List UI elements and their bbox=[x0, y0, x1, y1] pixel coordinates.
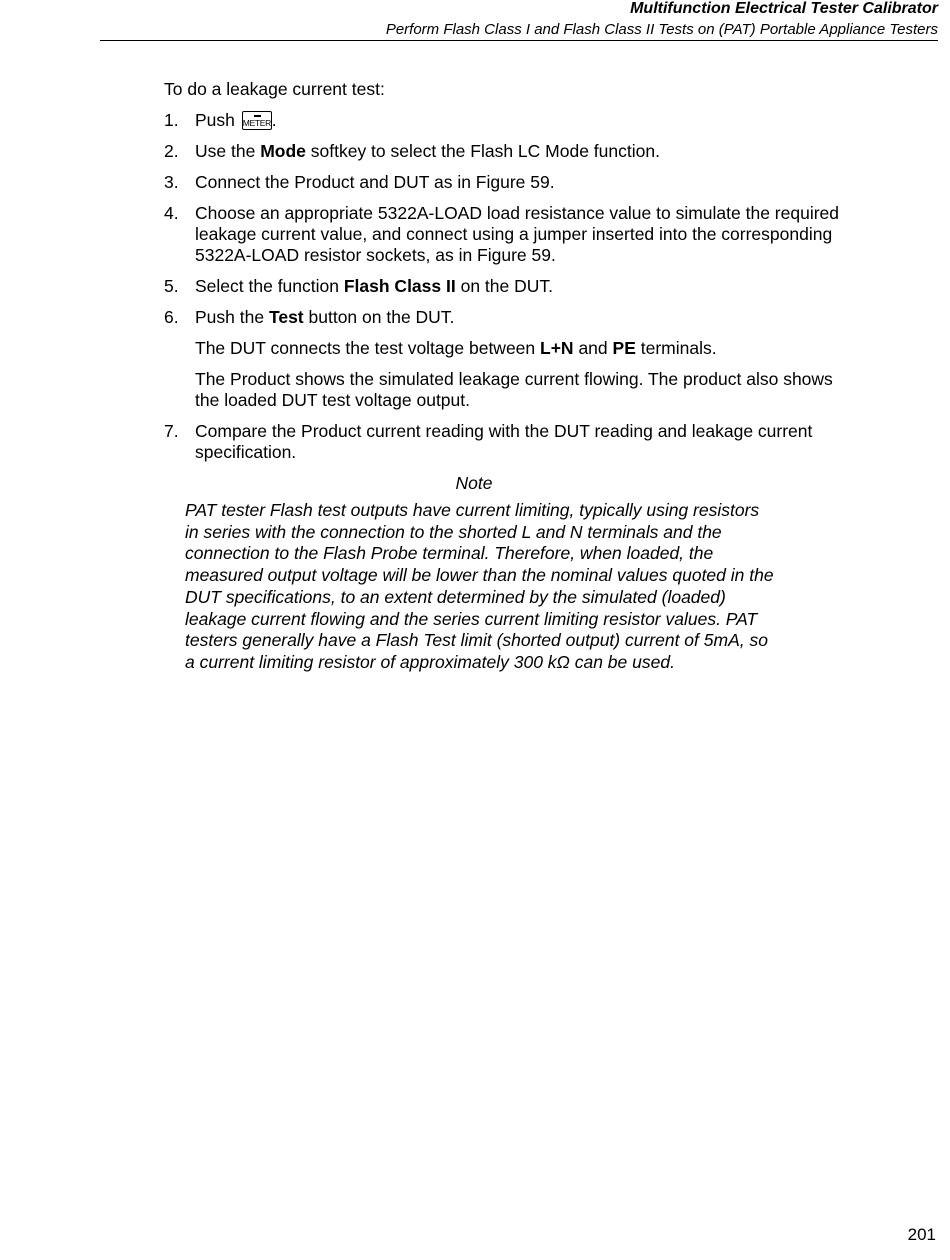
header-rule bbox=[100, 40, 938, 41]
step-number: 2. bbox=[164, 141, 179, 161]
ln-terminal-label: L+N bbox=[540, 338, 574, 358]
pe-terminal-label: PE bbox=[612, 338, 636, 358]
step-7 bbox=[164, 421, 844, 463]
step-text-end: softkey to select the Flash LC Mode function. bbox=[305, 141, 660, 161]
step-text: Connect the Product and DUT as in Figure 59. bbox=[195, 172, 555, 192]
step-6-detail-1 bbox=[164, 338, 844, 359]
header-subtitle: Perform Flash Class I and Flash Class II Tests on (PAT) Portable Appliance Testers bbox=[385, 21, 938, 38]
test-button-label: Test bbox=[268, 307, 304, 327]
key-bar bbox=[254, 115, 261, 117]
step-number: 3. bbox=[164, 172, 179, 192]
step-number: 7. bbox=[164, 421, 179, 441]
step-text: Use the bbox=[195, 141, 261, 161]
para-text-mid: and bbox=[573, 338, 613, 358]
mode-softkey-label: Mode bbox=[260, 141, 306, 161]
intro-text: To do a leakage current test: bbox=[164, 79, 385, 99]
step-6-detail-2: The Product shows the simulated leakage current flowing. The product also shows the loaded DUT test voltage output. bbox=[195, 369, 833, 410]
step-text-end: button on the DUT. bbox=[303, 307, 455, 327]
note-body: PAT tester Flash test outputs have current limiting, typically using resistors in series with the connection to the shorted L and N terminals and the connection to the Flash Probe terminal. Therefore, when loaded, the measured output voltage will be lower than the nominal values quoted in the DUT specifications, to an extent determined by the simulated (loaded) leakage current flowing and the series current limiting resistor values. PAT testers generally have a Flash Test limit (shorted output) current of 5mA, so a current limiting resistor of approximately 300 kΩ can be used. bbox=[185, 500, 774, 672]
header-title: Multifunction Electrical Tester Calibrator bbox=[630, 0, 938, 17]
step-text: Compare the Product current reading with the DUT reading and leakage current specification. bbox=[195, 421, 813, 462]
step-2 bbox=[164, 141, 844, 162]
flash-class-ii-label: Flash Class II bbox=[343, 276, 456, 296]
step-text-end: on the DUT. bbox=[455, 276, 553, 296]
para-text-end: terminals. bbox=[635, 338, 717, 358]
step-text: Push the bbox=[195, 307, 269, 327]
step-text-end: . bbox=[271, 110, 277, 130]
step-text: Push bbox=[195, 110, 240, 130]
page-content bbox=[164, 79, 844, 674]
step-number: 1. bbox=[164, 110, 179, 130]
step-text: Choose an appropriate 5322A-LOAD load resistance value to simulate the required leakage current value, and connect using a jumper inserted into the corresponding 5322A-LOAD resistor sockets, as in Figure 59. bbox=[195, 203, 839, 265]
step-number: 4. bbox=[164, 203, 179, 223]
para-text: The DUT connects the test voltage between bbox=[195, 338, 541, 358]
meter-key-icon bbox=[242, 111, 272, 130]
step-1 bbox=[164, 110, 844, 131]
page-number: 201 bbox=[907, 1225, 936, 1244]
step-number: 6. bbox=[164, 307, 179, 327]
step-4 bbox=[164, 203, 844, 266]
step-3 bbox=[164, 172, 844, 193]
step-6 bbox=[164, 307, 844, 328]
step-5 bbox=[164, 276, 844, 297]
meter-key-label: METER bbox=[242, 118, 272, 128]
step-text: Select the function bbox=[195, 276, 344, 296]
step-number: 5. bbox=[164, 276, 179, 296]
note-title: Note bbox=[455, 473, 493, 493]
